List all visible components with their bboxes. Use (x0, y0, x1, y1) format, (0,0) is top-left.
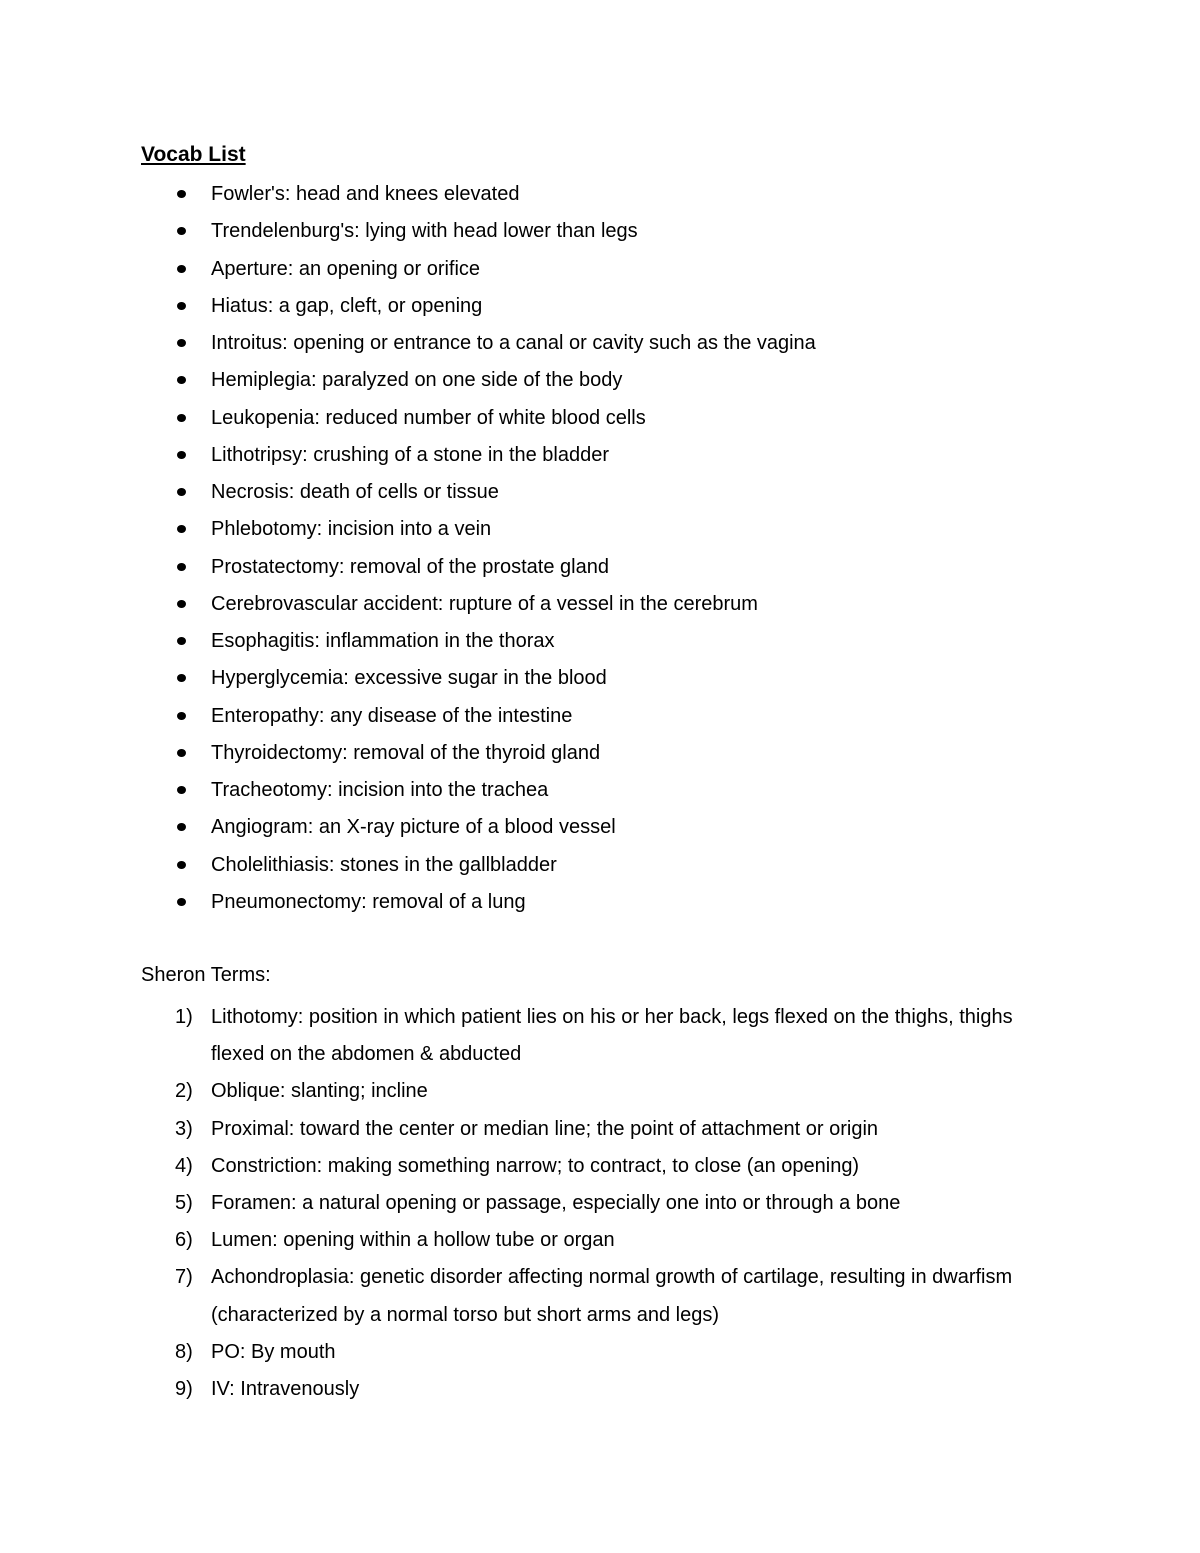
vocab-item-text: Pneumonectomy: removal of a lung (211, 890, 526, 913)
bullet-icon (177, 749, 186, 757)
vocab-item-text: Tracheotomy: incision into the trachea (211, 779, 549, 801)
list-item (141, 366, 816, 403)
item-number: 3) (175, 1117, 193, 1140)
term-text: Oblique: slanting; incline (211, 1080, 428, 1103)
bullet-icon (177, 190, 186, 198)
item-number: 2) (175, 1080, 193, 1103)
term-text: IV: Intravenously (211, 1378, 360, 1401)
list-item (141, 1185, 1031, 1222)
vocab-item-text: Fowler's: head and knees elevated (211, 183, 520, 205)
vocab-list (141, 180, 816, 925)
bullet-icon (177, 712, 186, 720)
bullet-icon (177, 488, 186, 496)
bullet-icon (177, 674, 186, 682)
bullet-icon (177, 525, 186, 533)
list-item (141, 1371, 1031, 1408)
vocab-item-text: Angiogram: an X-ray picture of a blood vessel (211, 816, 616, 839)
item-number: 8) (175, 1340, 193, 1363)
term-text: Foramen: a natural opening or passage, especially one into or through a bone (211, 1192, 901, 1215)
list-item (141, 776, 816, 813)
list-item (141, 292, 816, 329)
bullet-icon (177, 563, 186, 571)
list-item (141, 1222, 1031, 1259)
vocab-item-text: Cholelithiasis: stones in the gallbladder (211, 853, 557, 876)
vocab-item-text: Thyroidectomy: removal of the thyroid gland (211, 741, 601, 764)
bullet-icon (177, 376, 186, 384)
section-heading: Sheron Terms: (141, 964, 271, 986)
list-item (141, 664, 816, 701)
list-item (141, 1334, 1031, 1371)
bullet-icon (177, 600, 186, 608)
vocab-item-text: Phlebotomy: incision into a vein (211, 518, 492, 541)
list-item (141, 627, 816, 664)
list-item (141, 478, 816, 515)
item-number: 5) (175, 1192, 193, 1215)
term-text: Lithotomy: position in which patient lies on his or her back, legs flexed on the thighs, thighs flexed on the abdomen & abducted (211, 1006, 1013, 1066)
vocab-item-text: Introitus: opening or entrance to a canal or cavity such as the vagina (211, 332, 816, 354)
page-title: Vocab List (141, 143, 246, 166)
list-item (141, 180, 816, 217)
bullet-icon (177, 265, 186, 273)
bullet-icon (177, 451, 186, 459)
list-item (141, 1259, 1031, 1333)
item-number: 9) (175, 1378, 193, 1401)
vocab-item-text: Hemiplegia: paralyzed on one side of the body (211, 369, 623, 392)
bullet-icon (177, 786, 186, 794)
list-item (141, 329, 816, 366)
item-number: 6) (175, 1229, 193, 1252)
vocab-item-text: Necrosis: death of cells or tissue (211, 481, 499, 503)
vocab-item-text: Esophagitis: inflammation in the thorax (211, 630, 555, 652)
vocab-item-text: Enteropathy: any disease of the intestine (211, 704, 573, 727)
vocab-item-text: Aperture: an opening or orifice (211, 257, 481, 280)
list-item (141, 515, 816, 552)
bullet-icon (177, 823, 186, 831)
bullet-icon (177, 302, 186, 310)
list-item (141, 217, 816, 254)
list-item (141, 888, 816, 925)
list-item (141, 1148, 1031, 1185)
term-text: Proximal: toward the center or median line; the point of attachment or origin (211, 1117, 879, 1140)
list-item (141, 1073, 1031, 1110)
list-item (141, 1111, 1031, 1148)
list-item (141, 999, 1031, 1073)
item-number: 4) (175, 1154, 193, 1177)
list-item (141, 702, 816, 739)
sheron-terms-list (141, 999, 1031, 1408)
bullet-icon (177, 227, 186, 235)
vocab-item-text: Cerebrovascular accident: rupture of a vessel in the cerebrum (211, 592, 758, 615)
vocab-item-text: Leukopenia: reduced number of white blood cells (211, 406, 646, 429)
list-item (141, 553, 816, 590)
list-item (141, 404, 816, 441)
list-item (141, 813, 816, 850)
list-item (141, 739, 816, 776)
bullet-icon (177, 339, 186, 347)
vocab-item-text: Lithotripsy: crushing of a stone in the bladder (211, 443, 610, 466)
term-text: Lumen: opening within a hollow tube or organ (211, 1229, 615, 1252)
bullet-icon (177, 898, 186, 906)
list-item (141, 590, 816, 627)
list-item (141, 255, 816, 292)
vocab-item-text: Hyperglycemia: excessive sugar in the blood (211, 667, 607, 690)
item-number: 7) (175, 1266, 193, 1289)
term-text: PO: By mouth (211, 1340, 336, 1363)
bullet-icon (177, 637, 186, 645)
vocab-item-text: Trendelenburg's: lying with head lower than legs (211, 220, 638, 243)
term-text: Achondroplasia: genetic disorder affecting normal growth of cartilage, resulting in dwarfism (characterized by a normal torso but short arms and legs) (211, 1266, 1013, 1326)
list-item (141, 851, 816, 888)
bullet-icon (177, 414, 186, 422)
bullet-icon (177, 861, 186, 869)
vocab-item-text: Prostatectomy: removal of the prostate gland (211, 555, 609, 578)
list-item (141, 441, 816, 478)
term-text: Constriction: making something narrow; to contract, to close (an opening) (211, 1154, 860, 1177)
item-number: 1) (175, 1006, 193, 1028)
vocab-item-text: Hiatus: a gap, cleft, or opening (211, 294, 483, 317)
